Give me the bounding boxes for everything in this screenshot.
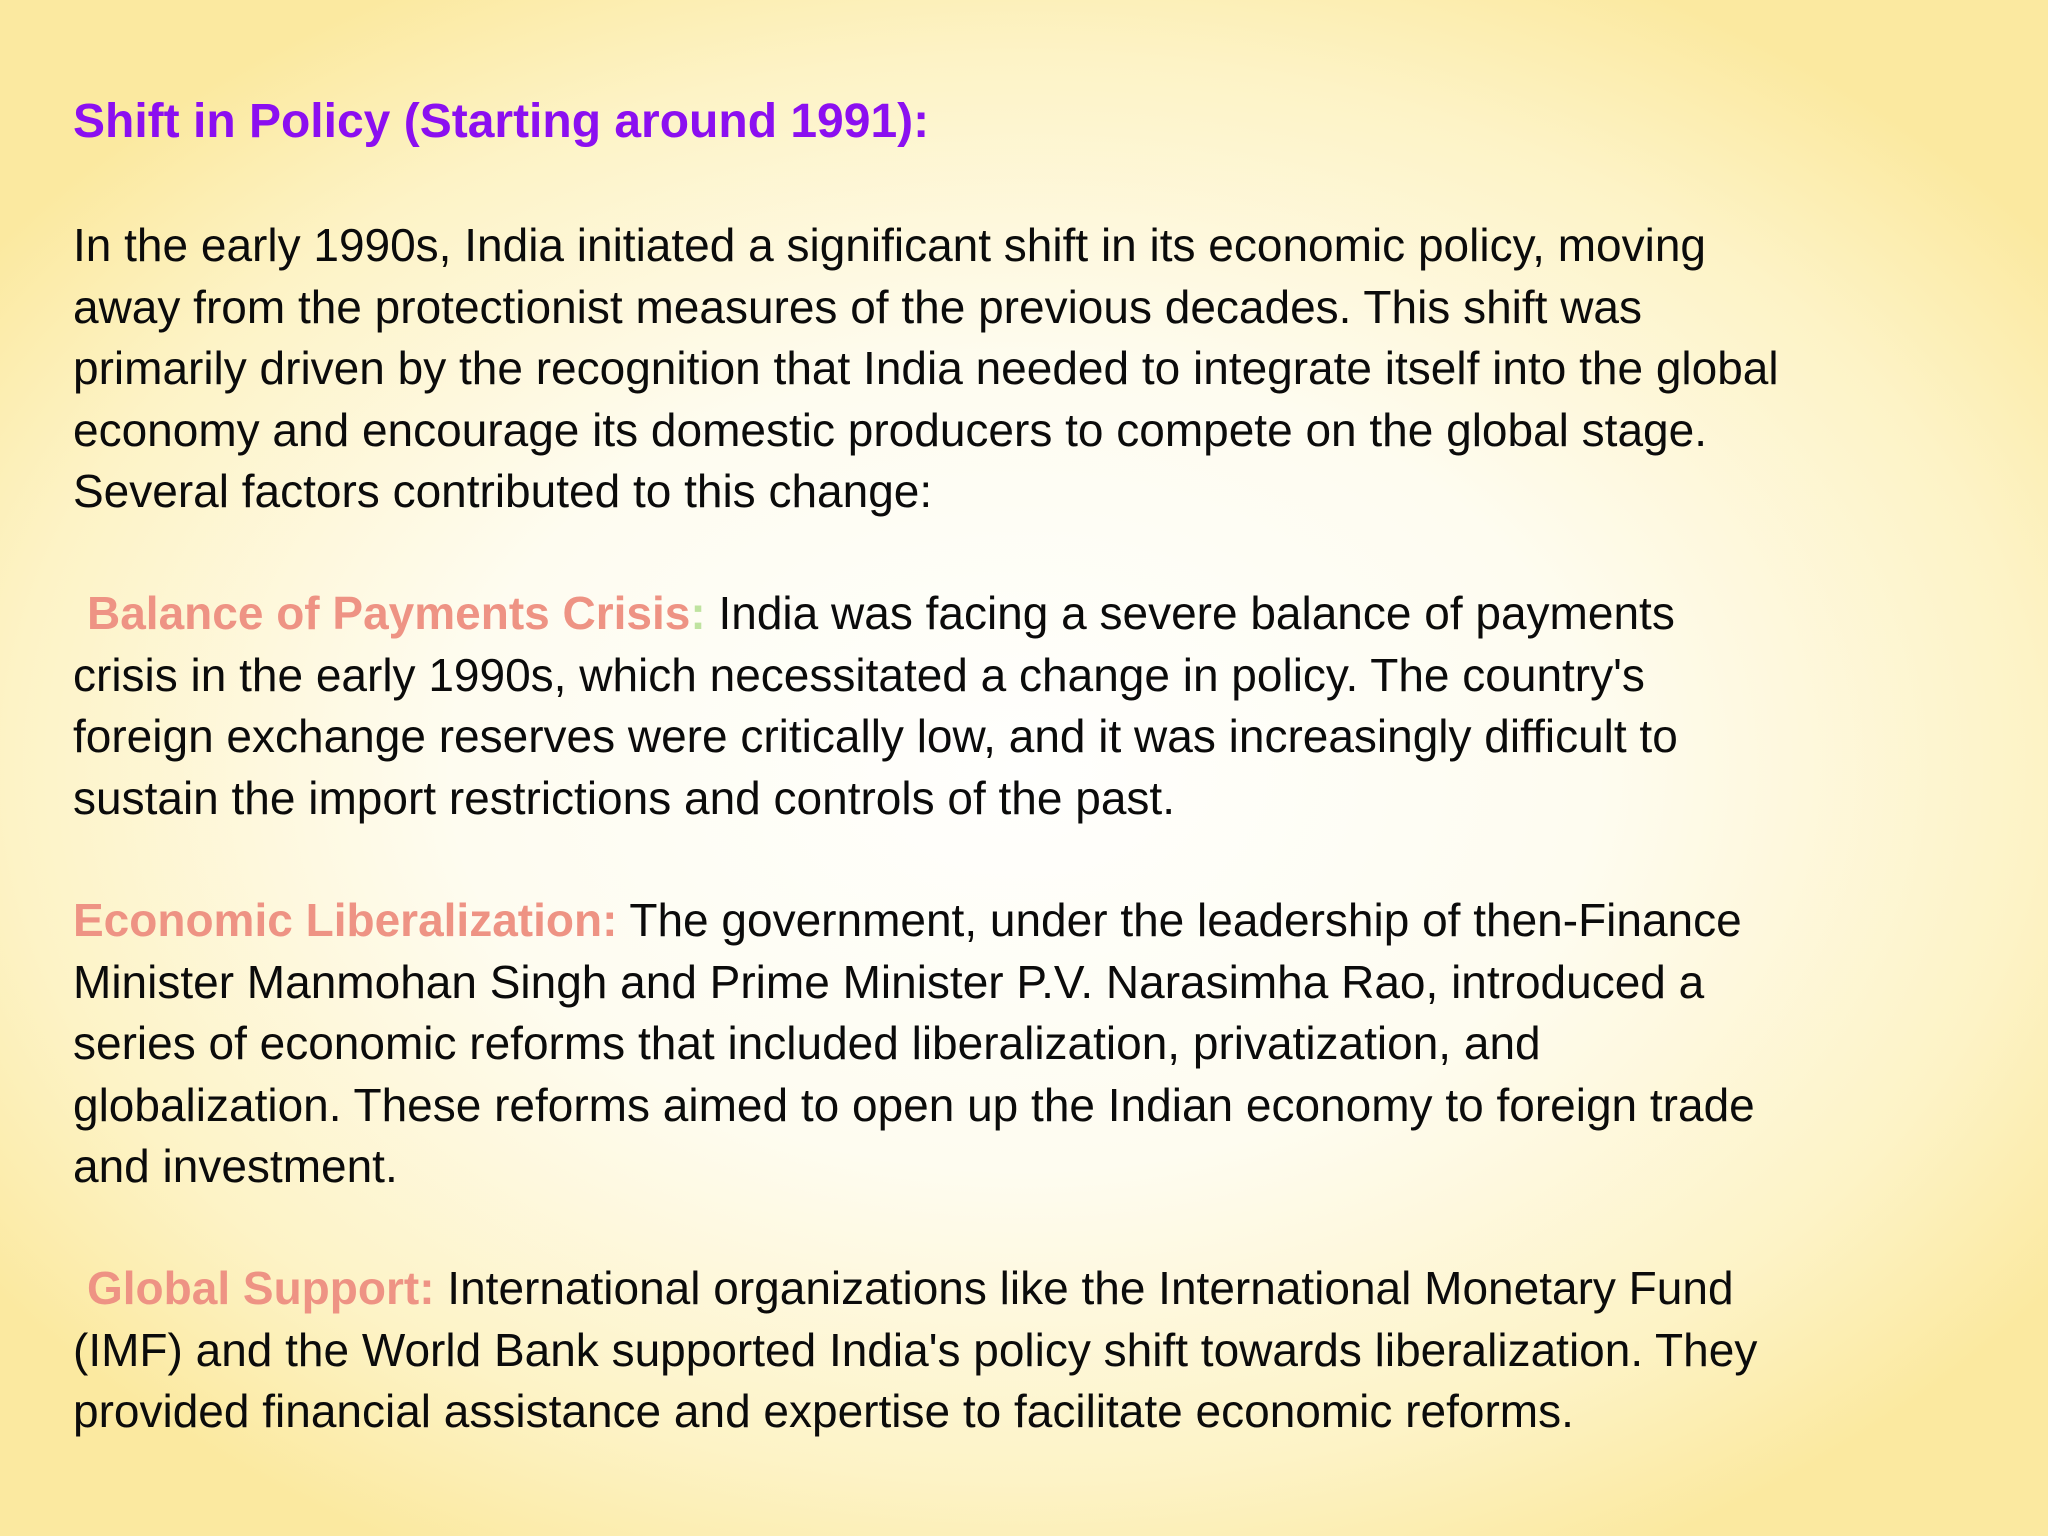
- balance-of-payments-line: crisis in the early 1990s, which necessitated a change in policy. The country's: [73, 648, 1645, 701]
- liberalization-line: and investment.: [73, 1140, 398, 1192]
- intro-line: economy and encourage its domestic producers to compete on the global stage.: [73, 403, 1707, 456]
- global-support-line: (IMF) and the World Bank supported India's policy shift towards liberalization. They: [73, 1323, 1758, 1376]
- intro-line: primarily driven by the recognition that India needed to integrate itself into the global: [73, 342, 1779, 394]
- global-support-line: provided financial assistance and expertise to facilitate economic reforms.: [73, 1385, 1574, 1437]
- liberalization-first-line: [73, 890, 2033, 952]
- balance-of-payments-term: Balance of Payments Crisis: [87, 587, 691, 639]
- intro-line: away from the protectionist measures of the previous decades. This shift was: [73, 280, 1643, 333]
- balance-of-payments-line: foreign exchange reserves were critically low, and it was increasingly difficult to: [73, 710, 1678, 762]
- liberalization-first-line-text: The government, under the leadership of then-Finance: [617, 894, 1742, 946]
- liberalization-paragraph: [73, 890, 2033, 1198]
- intro-line: In the early 1990s, India initiated a significant shift in its economic policy, moving: [73, 219, 1706, 271]
- balance-of-payments-line: sustain the import restrictions and controls of the past.: [73, 771, 1175, 824]
- slide-heading: Shift in Policy (Starting around 1991):: [73, 95, 930, 148]
- balance-of-payments-colon: :: [690, 587, 706, 639]
- liberalization-term: Economic Liberalization:: [73, 894, 618, 946]
- global-support-first-line: [73, 1258, 2033, 1320]
- balance-of-payments-first-line: [73, 583, 2033, 645]
- intro-paragraph: [73, 215, 2033, 523]
- liberalization-line: series of economic reforms that included liberalization, privatization, and: [73, 1017, 1541, 1069]
- intro-line: Several factors contributed to this change:: [73, 465, 933, 517]
- liberalization-line: Minister Manmohan Singh and Prime Minister P.V. Narasimha Rao, introduced a: [73, 955, 1705, 1008]
- global-support-paragraph: [73, 1258, 2033, 1443]
- global-support-first-line-text: International organizations like the International Monetary Fund: [434, 1262, 1734, 1314]
- global-support-term: Global Support:: [87, 1262, 435, 1314]
- balance-of-payments-first-line-text: India was facing a severe balance of payments: [705, 587, 1675, 639]
- balance-of-payments-paragraph: [73, 583, 2033, 829]
- liberalization-line: globalization. These reforms aimed to open up the Indian economy to foreign trade: [73, 1078, 1755, 1131]
